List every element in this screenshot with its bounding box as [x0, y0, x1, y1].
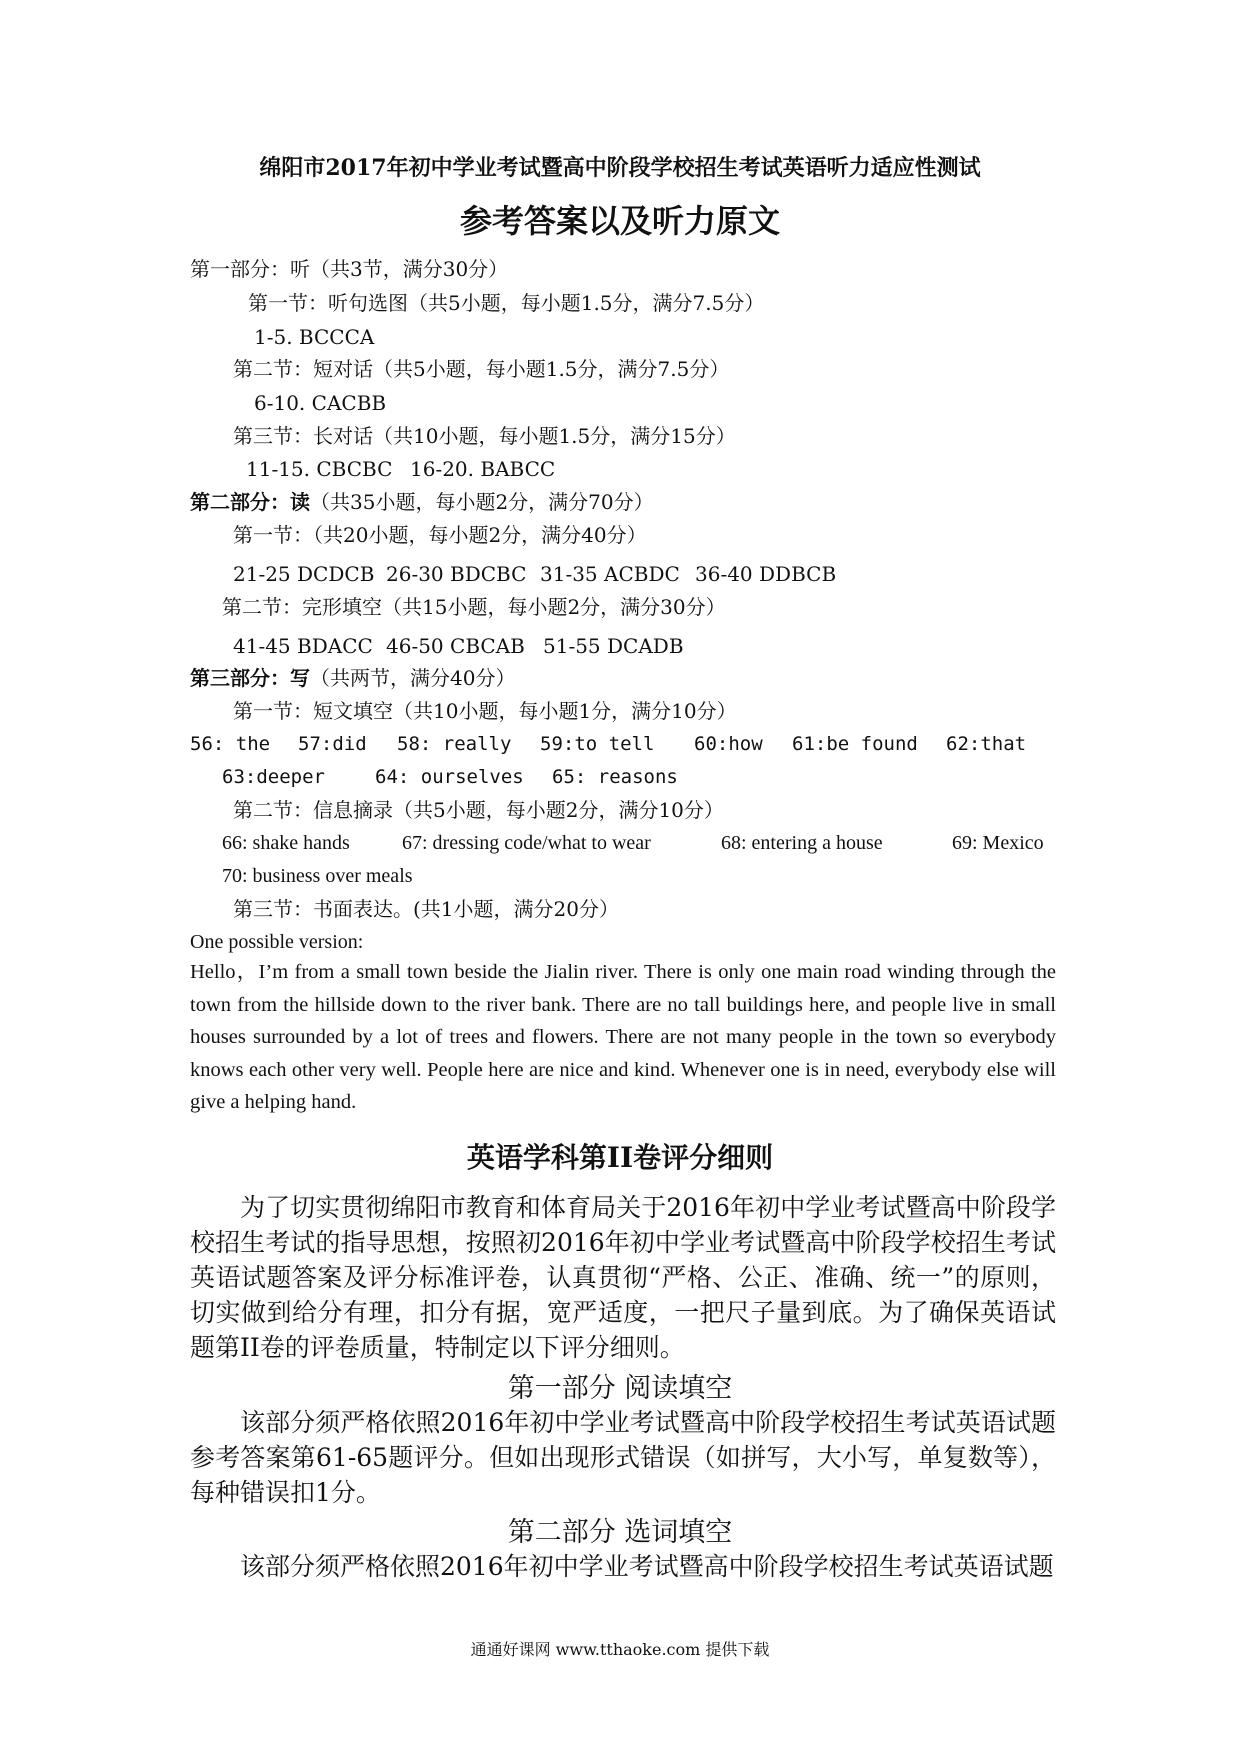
rules-section1-text: 该部分须严格依照2016年初中学业考试暨高中阶段学校招生考试英语试题参考答案第61-65题评分。但如出现形式错误（如拼写，大小写，单复数等），每种错误扣1分。 — [190, 1408, 1056, 1507]
part3-answer-69: 69: Mexico — [952, 832, 1044, 854]
part3-answer-64: 64: ourselves — [375, 766, 524, 788]
part2-answers2-a: 41-45 BDACC — [233, 634, 373, 658]
part1-answers3a: 11-15. CBCBC — [246, 457, 393, 481]
document-title: 绵阳市2017年初中学业考试暨高中阶段学校招生考试英语听力适应性测试 — [259, 155, 981, 181]
part3-section1: 第一节：短文填空（共10小题，每小题1分，满分10分） — [233, 699, 737, 723]
document-subtitle: 参考答案以及听力原文 — [459, 202, 780, 240]
part2-heading-rest: （共35小题，每小题2分，满分70分） — [310, 490, 654, 514]
rules-section2-heading: 第二部分 选词填空 — [507, 1517, 733, 1548]
part1-answers3b: 16-20. BABCC — [410, 457, 556, 481]
part2-heading — [190, 489, 654, 515]
rules-heading: 英语学科第II卷评分细则 — [466, 1141, 774, 1174]
part3-answer-63: 63:deeper — [222, 766, 325, 788]
part3-answer-57: 57:did — [298, 733, 367, 755]
part3-heading-rest: （共两节，满分40分） — [310, 666, 516, 690]
part3-answer-67: 67: dressing code/what to wear — [402, 832, 651, 854]
part3-answer-65: 65: reasons — [552, 766, 678, 788]
version-label: One possible version: — [190, 931, 364, 953]
model-essay: Hello，I’m from a small town beside the Jialin river. There is only one main road winding through the town from the hillside down to the river bank. There are no tall buildings here, and people live in small houses surrounded by a lot of trees and flowers. There are not many people in the town so everybody knows each other very well. People here are nice and kind. Whenever one is in need, everybody else will give a helping hand. — [190, 961, 1056, 1113]
part2-answers2-c: 51-55 DCADB — [543, 634, 684, 658]
part2-answers1-a: 21-25 DCDCB — [233, 562, 375, 586]
part3-answer-59: 59:to tell — [540, 733, 655, 755]
part3-answer-62: 62:that — [946, 733, 1027, 755]
part1-answers2: 6-10. CACBB — [254, 391, 387, 415]
part3-answer-61: 61:be found — [792, 733, 918, 755]
part3-section2: 第二节：信息摘录（共5小题，每小题2分，满分10分） — [233, 798, 724, 822]
part3-answer-58: 58: really — [397, 733, 512, 755]
part2-section1: 第一节：（共20小题，每小题2分，满分40分） — [233, 523, 647, 547]
rules-intro: 为了切实贯彻绵阳市教育和体育局关于2016年初中学业考试暨高中阶段学校招生考试的指导思想，按照初2016年初中学业考试暨高中阶段学校招生考试英语试题答案及评分标准评卷，认真贯彻“严格、公正、准确、统一”的原则，切实做到给分有理，扣分有据，宽严适度，一把尺子量到底。为了确保英语试题第II卷的评卷质量，特制定以下评分细则。 — [190, 1193, 1056, 1362]
part3-heading — [190, 665, 515, 691]
part1-section3: 第三节：长对话（共10小题，每小题1.5分，满分15分） — [233, 424, 736, 448]
rules-section1-heading: 第一部分 阅读填空 — [507, 1373, 733, 1404]
footer-watermark: 通通好课网 www.tthaoke.com 提供下载 — [470, 1640, 770, 1659]
part1-section1: 第一节：听句选图（共5小题，每小题1.5分，满分7.5分） — [248, 291, 765, 315]
part2-section2: 第二节：完形填空（共15小题，每小题2分，满分30分） — [222, 595, 726, 619]
part2-answers1-d: 36-40 DDBCB — [695, 562, 837, 586]
rules-section2-text: 该部分须严格依照2016年初中学业考试暨高中阶段学校招生考试英语试题 — [240, 1552, 1054, 1581]
part1-heading: 第一部分：听（共3节，满分30分） — [190, 257, 509, 281]
part2-answers1-b: 26-30 BDCBC — [386, 562, 527, 586]
part3-answer-60: 60:how — [694, 733, 763, 755]
part1-section2: 第二节：短对话（共5小题，每小题1.5分，满分7.5分） — [233, 357, 730, 381]
part3-answer-70: 70: business over meals — [222, 865, 413, 887]
part1-answers1: 1-5. BCCCA — [254, 325, 375, 349]
part3-answer-68: 68: entering a house — [721, 832, 883, 854]
part3-answer-56: 56: the — [190, 733, 271, 755]
part3-heading-bold: 第三部分：写 — [190, 666, 310, 690]
part2-answers2-b: 46-50 CBCAB — [386, 634, 525, 658]
part3-answer-66: 66: shake hands — [222, 832, 350, 854]
part2-answers1-c: 31-35 ACBDC — [540, 562, 680, 586]
part3-section3: 第三节：书面表达。(共1小题，满分20分） — [233, 897, 619, 921]
part2-heading-bold: 第二部分：读 — [190, 490, 310, 514]
